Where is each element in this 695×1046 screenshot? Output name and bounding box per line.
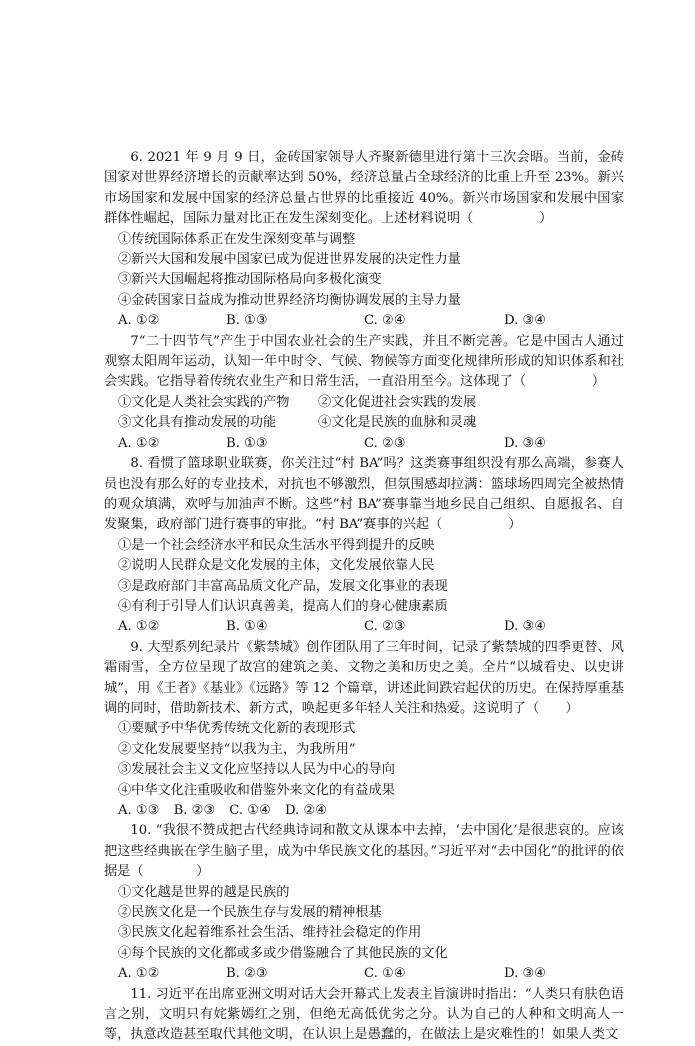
question-10-option-1: ①文化越是世界的越是民族的 bbox=[118, 884, 290, 900]
choice-c[interactable]: C. ②④ bbox=[364, 313, 406, 329]
choice-b[interactable]: B. ①③ bbox=[226, 435, 268, 451]
question-9-option-1: ①要赋予中华优秀传统文化新的表现形式 bbox=[118, 721, 356, 737]
question-9-option-3: ③发展社会主义文化应坚持以人民为中心的导向 bbox=[118, 762, 395, 778]
choice-b[interactable]: B. ①④ bbox=[226, 619, 268, 635]
question-9-option-4: ④中华文化注重吸收和借鉴外来文化的有益成果 bbox=[118, 782, 395, 798]
question-9 bbox=[104, 638, 624, 822]
question-8-stem: 8. 看惯了篮球职业联赛，你关注过“村 BA”吗？这类赛事组织没有那么高端，参赛人员也没有那么好的专业技术，对抗也不够激烈，但氛围感却拉满：篮球场四周完全被热情的观众填满，欢呼与加油声不断。这些“村 BA”赛事靠当地乡民自己组织、自愿报名、自发聚集，政府部门进行赛事的审批。“村 BA”赛事的兴起（ ） bbox=[104, 456, 624, 533]
choice-c[interactable]: C. ①④ bbox=[364, 966, 406, 982]
question-7-choices bbox=[104, 434, 624, 454]
question-10-stem: 10. “我很不赞成把古代经典诗词和散文从课本中去掉，‘去中国化’是很悲哀的。应该把这些经典嵌在学生脑子里，成为中华民族文化的基因。”习近平对“去中国化”的批评的依据是（ ） bbox=[104, 823, 624, 880]
question-11 bbox=[104, 985, 624, 1046]
question-10-option-2: ②民族文化是一个民族生存与发展的精神根基 bbox=[118, 905, 382, 921]
choice-d[interactable]: D. ③④ bbox=[504, 313, 547, 329]
choice-b[interactable]: B. ②③ bbox=[226, 966, 268, 982]
question-10-choices bbox=[104, 964, 624, 984]
question-7-option-3: ③文化具有推动发展的功能 bbox=[118, 415, 277, 431]
question-6-option-2: ②新兴大国和发展中国家已成为促进世界发展的决定性力量 bbox=[118, 252, 461, 268]
question-11-stem: 11. 习近平在出席亚洲文明对话大会开幕式上发表主旨演讲时指出：“人类只有肤色语言之别，文明只有姹紫嫣红之别，但绝无高低优劣之分。认为自己的人种和文明高人一等，执意改造甚至取代其他文明，在认识上是愚蠢的，在做法上是灾难性的！如果人类文 bbox=[104, 986, 624, 1043]
question-8 bbox=[104, 454, 624, 638]
choice-a[interactable]: A. ①② bbox=[118, 435, 160, 451]
question-8-option-3: ③是政府部门丰富高品质文化产品，发展文化事业的表现 bbox=[118, 578, 448, 594]
question-6-option-3: ③新兴大国崛起将推动国际格局向多极化演变 bbox=[118, 272, 382, 288]
choice-a[interactable]: A. ①② bbox=[118, 966, 160, 982]
question-8-option-2: ②说明人民群众是文化发展的主体，文化发展依靠人民 bbox=[118, 558, 435, 574]
question-7-options-row-2 bbox=[104, 413, 624, 433]
choice-d[interactable]: D. ②④ bbox=[284, 803, 328, 818]
question-8-option-4: ④有利于引导人们认识真善美，提高人们的身心健康素质 bbox=[118, 598, 448, 614]
choice-c[interactable]: C. ①④ bbox=[229, 803, 271, 818]
question-6 bbox=[104, 148, 624, 332]
choice-d[interactable]: D. ③④ bbox=[504, 619, 547, 635]
question-7 bbox=[104, 332, 624, 454]
question-10-option-4: ④每个民族的文化都或多或少借鉴融合了其他民族的文化 bbox=[118, 945, 448, 961]
question-9-option-2: ②文化发展要坚持“以我为主，为我所用” bbox=[118, 741, 356, 757]
question-6-choices bbox=[104, 311, 624, 331]
question-9-stem: 9. 大型系列纪录片《紫禁城》创作团队用了三年时间，记录了紫禁城的四季更替、风霜雨雪，全方位呈现了故宫的建筑之美、文物之美和历史之美。全片“以城看史、以史讲城”，用《王者》《基业》《远路》等 12 个篇章，讲述此间跌宕起伏的历史。在保持厚重基调的同时，借助新技术、新方式，唤起更多年轻人关注和热爱。这说明了（ ） bbox=[104, 639, 624, 716]
question-7-option-2: ②文化促进社会实践的发展 bbox=[318, 394, 477, 410]
question-7-stem: 7“二十四节气”产生于中国农业社会的生产实践，并且不断完善。它是中国古人通过观察太阳周年运动，认知一年中时令、气候、物候等方面变化规律所形成的知识体系和社会实践。它指导着传统农业生产和日常生活，一直沿用至今。这体现了（ ） bbox=[104, 333, 624, 390]
choice-b[interactable]: B. ①③ bbox=[226, 313, 268, 329]
question-10-option-3: ③民族文化起着维系社会生活、维持社会稳定的作用 bbox=[118, 925, 422, 941]
question-8-choices bbox=[104, 617, 624, 637]
choice-a[interactable]: A. ①③ bbox=[118, 803, 160, 818]
exam-page bbox=[104, 148, 624, 1046]
choice-d[interactable]: D. ③④ bbox=[504, 966, 547, 982]
question-7-option-4: ④文化是民族的血脉和灵魂 bbox=[318, 415, 477, 431]
question-10 bbox=[104, 821, 624, 984]
question-8-option-1: ①是一个社会经济水平和民众生活水平得到提升的反映 bbox=[118, 537, 435, 553]
choice-d[interactable]: D. ③④ bbox=[504, 435, 547, 451]
choice-c[interactable]: C. ②③ bbox=[364, 619, 406, 635]
question-6-option-1: ①传统国际体系正在发生深刻变革与调整 bbox=[118, 231, 356, 247]
choice-b[interactable]: B. ②③ bbox=[173, 803, 216, 818]
question-7-options-row-1 bbox=[104, 393, 624, 413]
question-6-stem: 6. 2021 年 9 月 9 日，金砖国家领导人齐聚新德里进行第十三次会晤。当前，金砖国家对世界经济增长的贡献率达到 50%，经济总量占全球经济的比重上升至 23%。新兴市场国家和发展中国家的经济总量占世界的比重接近 40%。新兴市场国家和发展中国家群体性崛起，国际力量对比正在发生深刻变化。上述材料说明（ ） bbox=[104, 150, 624, 227]
choice-c[interactable]: C. ②③ bbox=[364, 435, 406, 451]
question-7-option-1: ①文化是人类社会实践的产物 bbox=[118, 394, 290, 410]
choice-a[interactable]: A. ①② bbox=[118, 313, 160, 329]
question-6-option-4: ④金砖国家日益成为推动世界经济均衡协调发展的主导力量 bbox=[118, 292, 461, 308]
choice-a[interactable]: A. ①② bbox=[118, 619, 160, 635]
question-9-choices bbox=[104, 801, 624, 821]
